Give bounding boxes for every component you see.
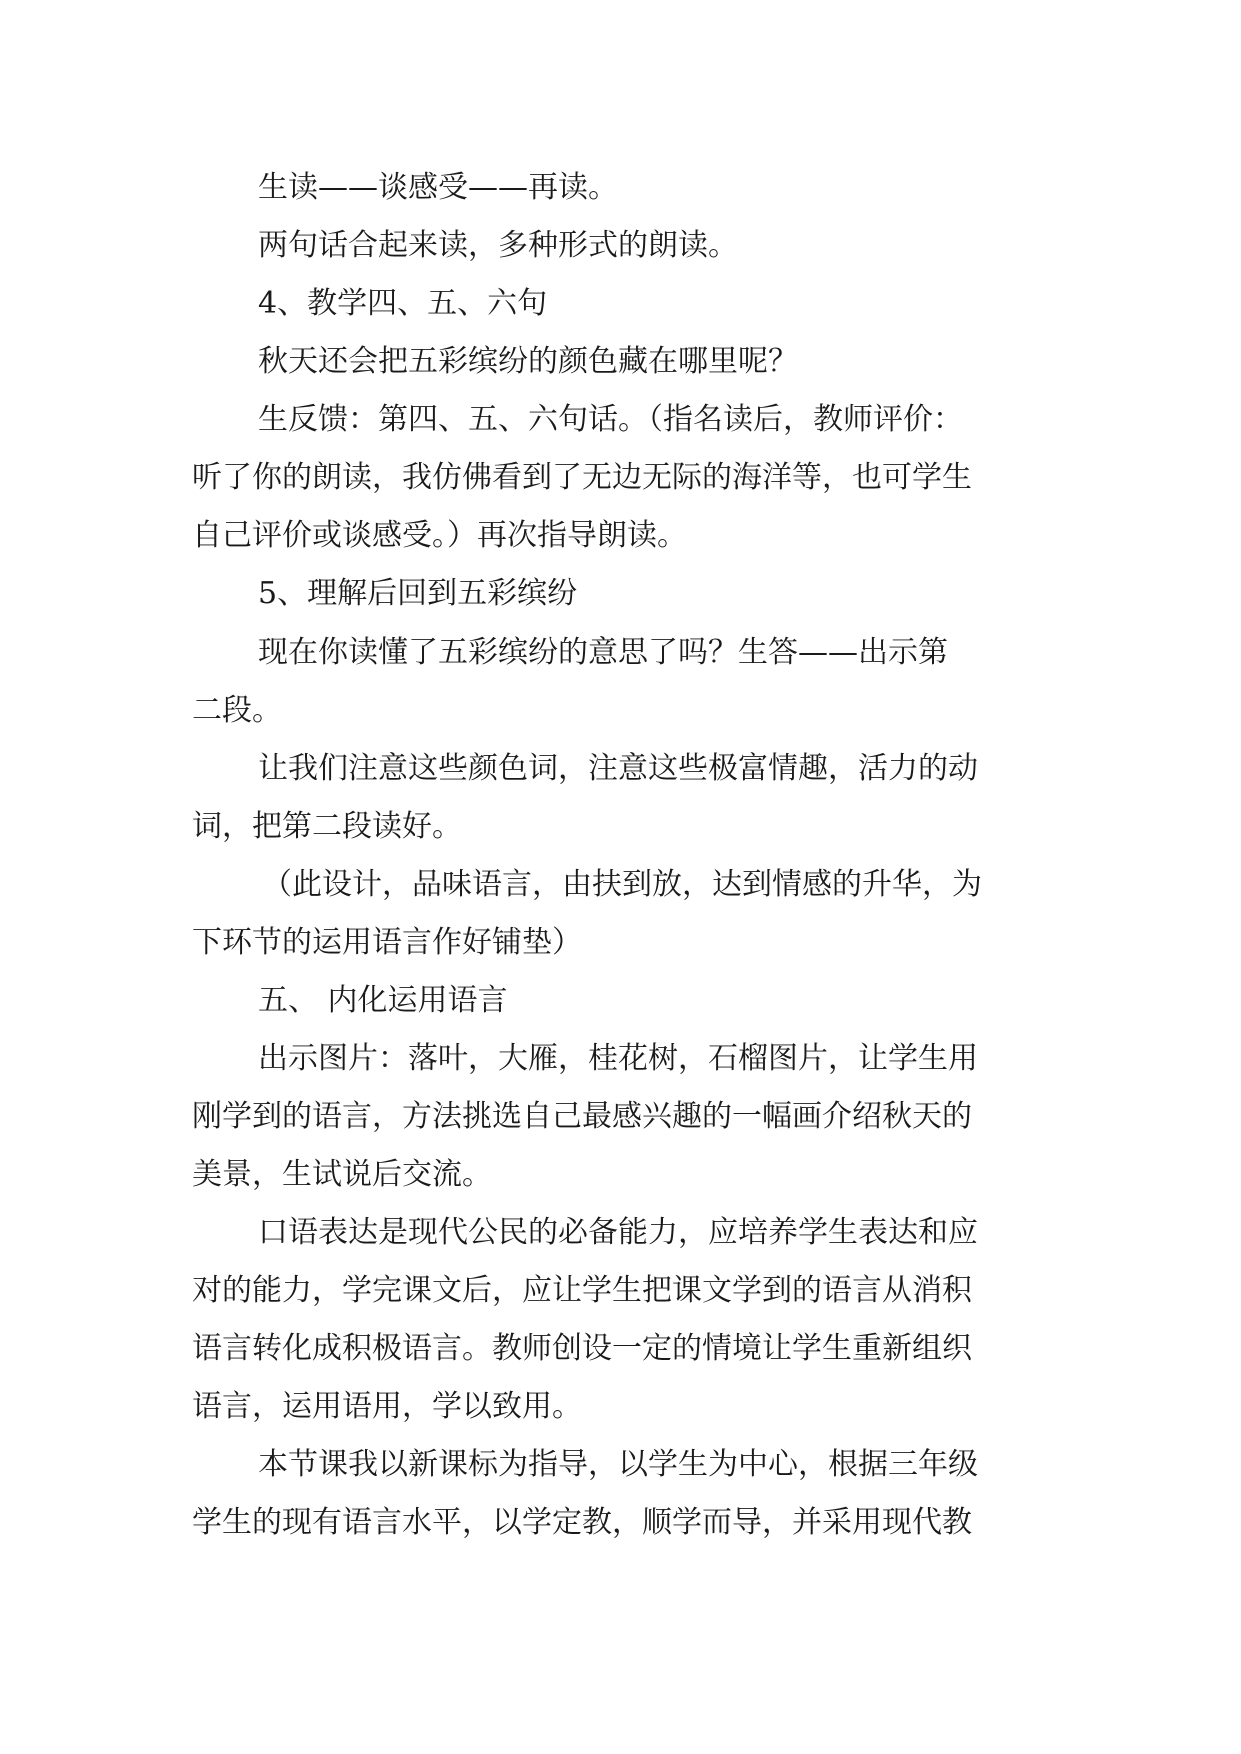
text-line: （此设计，品味语言，由扶到放，达到情感的升华，为 [262,867,982,902]
text-line: 生反馈：第四、五、六句话。（指名读后，教师评价： [258,402,963,437]
text-line: 下环节的运用语言作好铺垫） [192,925,582,960]
text-line: 学生的现有语言水平，以学定教，顺学而导，并采用现代教 [192,1505,972,1540]
text-line: 刚学到的语言，方法挑选自己最感兴趣的一幅画介绍秋天的 [192,1099,972,1134]
text-line: 让我们注意这些颜色词，注意这些极富情趣，活力的动 [258,751,978,786]
text-line: 自己评价或谈感受。）再次指导朗读。 [192,518,687,553]
text-line: 本节课我以新课标为指导，以学生为中心，根据三年级 [258,1447,978,1482]
text-line: 语言，运用语用，学以致用。 [192,1389,582,1424]
section-heading: 4、教学四、五、六句 [258,286,548,321]
text-line: 出示图片：落叶，大雁，桂花树，石榴图片，让学生用 [258,1041,978,1076]
text-line: 秋天还会把五彩缤纷的颜色藏在哪里呢？ [258,344,798,379]
text-line: 美景，生试说后交流。 [192,1157,492,1192]
text-line: 语言转化成积极语言。教师创设一定的情境让学生重新组织 [192,1331,972,1366]
text-line: 口语表达是现代公民的必备能力，应培养学生表达和应 [258,1215,978,1250]
text-line: 听了你的朗读，我仿佛看到了无边无际的海洋等，也可学生 [192,460,972,495]
section-heading: 五、 内化运用语言 [258,983,508,1018]
text-line: 生读——谈感受——再读。 [258,170,618,205]
section-heading: 5、理解后回到五彩缤纷 [258,576,578,611]
text-line: 两句话合起来读，多种形式的朗读。 [258,228,738,263]
text-line: 对的能力，学完课文后，应让学生把课文学到的语言从消积 [192,1273,972,1308]
text-line: 二段。 [192,693,282,728]
text-line: 词，把第二段读好。 [192,809,462,844]
text-line: 现在你读懂了五彩缤纷的意思了吗？生答——出示第 [258,635,948,670]
